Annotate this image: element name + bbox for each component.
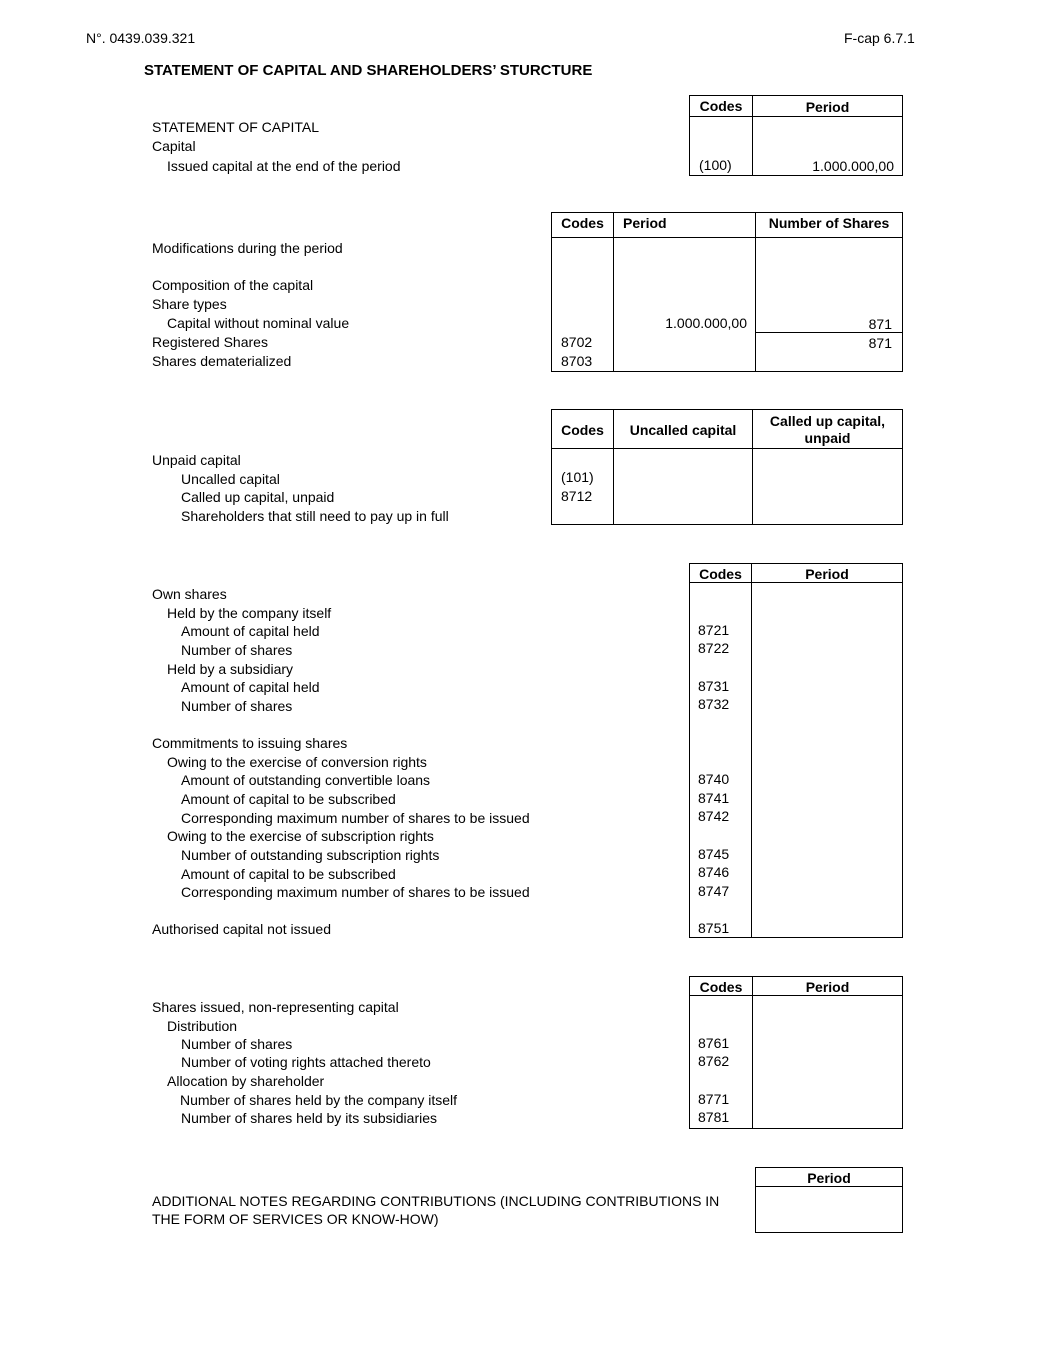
col-header-period: Period — [807, 1170, 851, 1186]
row-label: Shares issued, non-representing capital — [152, 999, 399, 1015]
row-label: Owing to the exercise of conversion rights — [167, 754, 427, 770]
row-label: Number of shares held by its subsidiaries — [181, 1110, 438, 1126]
row-label: Own shares — [152, 586, 227, 602]
table-divider — [756, 332, 902, 333]
row-label: Authorised capital not issued — [152, 921, 331, 937]
row-code: 8712 — [561, 488, 593, 504]
row-code: 8746 — [698, 864, 730, 880]
row-label: Capital — [152, 138, 196, 154]
document-number: N°. 0439.039.321 — [86, 30, 196, 46]
registered-shares-value: 871 — [868, 335, 892, 351]
row-label: Corresponding maximum number of shares to be issued — [181, 884, 530, 900]
row-label: Issued capital at the end of the period — [167, 158, 401, 174]
issued-capital-value: 1.000.000,00 — [812, 158, 894, 174]
row-label: Number of shares — [181, 1036, 293, 1052]
col-header-codes: Codes — [699, 566, 742, 582]
row-code: 8742 — [698, 808, 730, 824]
row-label: Held by the company itself — [167, 605, 332, 621]
form-code: F-cap 6.7.1 — [844, 30, 915, 46]
col-header-codes: Codes — [699, 979, 743, 995]
row-label: Share types — [152, 296, 227, 312]
row-label: Uncalled capital — [181, 471, 280, 487]
row-label: Number of outstanding subscription rights — [181, 847, 440, 863]
row-label: STATEMENT OF CAPITAL — [152, 119, 319, 135]
row-label: Commitments to issuing shares — [152, 735, 348, 751]
col-header-period: Period — [805, 99, 850, 115]
row-code: 8761 — [698, 1035, 730, 1051]
row-label: Owing to the exercise of subscription rights — [167, 828, 434, 844]
table-divider — [752, 977, 753, 1128]
row-label: Number of voting rights attached thereto — [181, 1054, 431, 1070]
own-shares-table-frame — [689, 563, 903, 938]
notes-label-line-1: ADDITIONAL NOTES REGARDING CONTRIBUTIONS (INCLUDING CONTRIBUTIONS IN — [152, 1193, 720, 1209]
row-label: Allocation by shareholder — [167, 1073, 325, 1089]
capital-no-nominal-value: 1.000.000,00 — [665, 315, 747, 331]
col-header-codes: Codes — [561, 215, 604, 231]
row-label: Called up capital, unpaid — [181, 489, 335, 505]
row-label: Number of shares held by the company itself — [180, 1092, 458, 1108]
row-code: (101) — [561, 469, 594, 485]
row-code: 8745 — [698, 846, 730, 862]
col-header-codes: Codes — [561, 422, 604, 438]
row-label: Amount of capital to be subscribed — [181, 791, 396, 807]
col-header-period: Period — [623, 215, 667, 231]
page-title: STATEMENT OF CAPITAL AND SHAREHOLDERS’ STURCTURE — [144, 62, 593, 79]
row-label: Modifications during the period — [152, 240, 343, 256]
row-label: Distribution — [167, 1018, 238, 1034]
row-label: Number of shares — [181, 642, 293, 658]
row-code: 8732 — [698, 696, 730, 712]
table-divider — [690, 116, 902, 117]
row-label: Registered Shares — [152, 334, 268, 350]
table-divider — [756, 1186, 902, 1187]
row-label: Composition of the capital — [152, 277, 314, 293]
row-label: Unpaid capital — [152, 452, 241, 468]
col-header-uncalled-capital: Uncalled capital — [629, 422, 737, 438]
row-label: Held by a subsidiary — [167, 661, 294, 677]
row-code: 8702 — [561, 334, 593, 350]
col-header-codes: Codes — [699, 98, 743, 114]
table-divider — [751, 564, 752, 937]
row-label: Shareholders that still need to pay up in full — [181, 508, 449, 524]
table-divider — [552, 237, 902, 238]
row-label: Capital without nominal value — [167, 315, 350, 331]
row-code: 8781 — [698, 1109, 730, 1125]
row-code: 8771 — [698, 1091, 730, 1107]
table-divider — [690, 995, 902, 996]
table-divider — [690, 582, 902, 583]
col-header-number-of-shares: Number of Shares — [768, 215, 890, 231]
col-header-period: Period — [805, 566, 849, 582]
row-code: 8762 — [698, 1053, 730, 1069]
row-code: 8731 — [698, 678, 730, 694]
col-header-called-up-1: Called up capital, — [769, 413, 886, 429]
row-label: Amount of outstanding convertible loans — [181, 772, 431, 788]
row-code: 8703 — [561, 353, 593, 369]
row-code: 8740 — [698, 771, 730, 787]
row-code: (100) — [699, 157, 732, 173]
col-header-called-up-2: unpaid — [804, 430, 851, 446]
row-label: Number of shares — [181, 698, 293, 714]
row-code: 8722 — [698, 640, 730, 656]
row-code: 8751 — [698, 920, 730, 936]
row-code: 8721 — [698, 622, 730, 638]
col-header-period: Period — [805, 979, 850, 995]
capital-no-nominal-shares: 871 — [868, 316, 892, 332]
table-divider — [552, 448, 902, 449]
row-label: Amount of capital to be subscribed — [181, 866, 396, 882]
row-code: 8741 — [698, 790, 730, 806]
row-label: Amount of capital held — [181, 623, 320, 639]
row-label: Shares dematerialized — [152, 353, 292, 369]
row-label: Amount of capital held — [181, 679, 320, 695]
notes-label-line-2: THE FORM OF SERVICES OR KNOW-HOW) — [152, 1211, 439, 1227]
row-label: Corresponding maximum number of shares to be issued — [181, 810, 530, 826]
row-code: 8747 — [698, 883, 730, 899]
